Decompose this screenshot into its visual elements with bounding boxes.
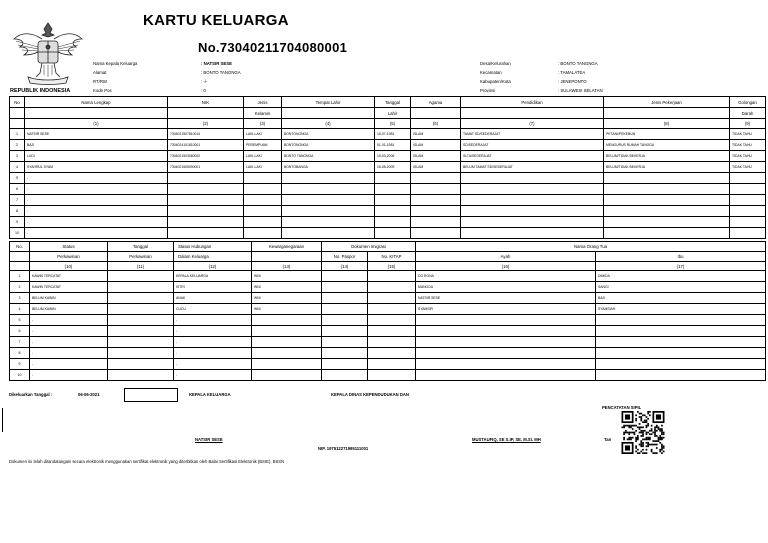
cell-tempat (282, 173, 375, 184)
cell-nik (168, 217, 244, 228)
cell-hub: - (174, 348, 252, 359)
field-label: Provinsi (480, 88, 496, 93)
cell-tgl: 15-05-2009 (375, 162, 411, 173)
cell-kitap (368, 315, 416, 326)
cell-ayah (416, 326, 596, 337)
column-number: (1) (25, 119, 168, 129)
table-row (10, 315, 766, 326)
cell-pekerjaan: BELUM/TIDAK BEKERJA (604, 162, 730, 173)
header-status: Status (30, 242, 108, 252)
cell-gol (730, 228, 766, 239)
cell-wn: WNI (252, 271, 322, 282)
header-no: No (10, 97, 25, 108)
cell-jk (244, 195, 282, 206)
cell-pendidikan: SD/SEDERAJAT (461, 140, 604, 151)
header-no: No. (10, 242, 30, 252)
cell-ayah (416, 359, 596, 370)
cell-pendidikan (461, 206, 604, 217)
header-dokumen: Dokumen Imigrasi (322, 242, 416, 252)
field-label: Nama Kepala Keluarga (93, 61, 138, 66)
cell-wn (252, 326, 322, 337)
table-row (10, 151, 766, 162)
cell-status: KAWIN TERCATAT (30, 282, 108, 293)
field-value: : TAMALATEA (558, 70, 586, 75)
cell-no: 7 (10, 337, 30, 348)
cell-hub: ANAK (174, 293, 252, 304)
cell-hub: ISTRI (174, 282, 252, 293)
header-pendidikan: Pendidikan (461, 97, 604, 108)
field-label: Kabupaten/Kota (480, 79, 511, 84)
cell-gol: TIDAK TAHU (730, 162, 766, 173)
cell-agama: ISLAM (411, 129, 461, 140)
cell-tempat: BONTOBANGA (282, 162, 375, 173)
cell-ibu (596, 370, 766, 381)
cell-tgl: 15-03-2006 (375, 151, 411, 162)
table-row (10, 195, 766, 206)
cell-ayah: NATSIR SESE (416, 293, 596, 304)
issued-date: 06-06-2021 (78, 392, 100, 397)
cell-nama: NATSIR SESE (25, 129, 168, 140)
cell-agama (411, 217, 461, 228)
field-label: Desa/Kelurahan (480, 61, 511, 66)
cell-kitap (368, 337, 416, 348)
cell-paspor (322, 370, 368, 381)
cell-tempat (282, 228, 375, 239)
divider (2, 408, 3, 432)
column-number: (10) (30, 262, 108, 271)
cell-tgl (375, 195, 411, 206)
column-number: (4) (282, 119, 375, 129)
cell-agama (411, 195, 461, 206)
tanda-label: Tan (604, 437, 612, 442)
cell-pendidikan (461, 195, 604, 206)
cell-jk: LAKI-LAKI (244, 129, 282, 140)
field-value: : SULAWESI SELATAN (558, 88, 603, 93)
cell-agama: ISLAM (411, 162, 461, 173)
cell-ibu (596, 326, 766, 337)
cell-pekerjaan (604, 184, 730, 195)
cell-nik: 7304024101810001 (168, 140, 244, 151)
cell-no: 1 (10, 271, 30, 282)
cell-wn: WNI (252, 282, 322, 293)
cell-wn (252, 337, 322, 348)
column-number: (13) (252, 262, 322, 271)
cell-hub: - (174, 326, 252, 337)
header-agama: Agama (411, 97, 461, 108)
cell-ibu: BAJI (596, 293, 766, 304)
cell-no: 7 (10, 195, 25, 206)
cell-paspor (322, 326, 368, 337)
table-row (10, 337, 766, 348)
header-nik: NIK (168, 97, 244, 108)
cell-agama (411, 206, 461, 217)
cell-gol (730, 184, 766, 195)
cell-kitap (368, 282, 416, 293)
cell-wn: WNI (252, 293, 322, 304)
cell-tempat: BONTONGNGA (282, 140, 375, 151)
cell-ayah (416, 370, 596, 381)
cell-agama: ISLAM (411, 151, 461, 162)
column-number: (8) (604, 119, 730, 129)
table-row (10, 162, 766, 173)
document-title: KARTU KELUARGA (143, 12, 289, 29)
cell-wn (252, 315, 322, 326)
cell-tgl (108, 337, 174, 348)
disclaimer: Dokumen ini telah ditandatangani secara elektronik menggunakan sertifikat elektronik yang diterbitkan oleh Balai Sertifikasi Elektronik (BSrE), BSSN (9, 459, 285, 464)
cell-nama: - (25, 184, 168, 195)
cell-pendidikan (461, 173, 604, 184)
table-row (10, 129, 766, 140)
cell-pendidikan (461, 184, 604, 195)
cell-paspor (322, 337, 368, 348)
cell-nik (168, 173, 244, 184)
cell-jk: LAKI-LAKI (244, 162, 282, 173)
cell-paspor (322, 293, 368, 304)
table-row (10, 282, 766, 293)
cell-tgl (375, 206, 411, 217)
header-ibu: Ibu (596, 252, 766, 262)
cell-jk: PEREMPUAN (244, 140, 282, 151)
cell-status: - (30, 315, 108, 326)
cell-nik (168, 195, 244, 206)
cell-gol (730, 206, 766, 217)
cell-status: - (30, 348, 108, 359)
cell-ibu (596, 337, 766, 348)
field-value: : BONTO TANGNGA (201, 70, 241, 75)
cell-ibu (596, 359, 766, 370)
cell-pekerjaan: PETANI/PEKEBUN (604, 129, 730, 140)
cell-ibu: DIMIDA (596, 271, 766, 282)
cell-tempat (282, 184, 375, 195)
cell-no: 8 (10, 348, 30, 359)
table-row (10, 184, 766, 195)
cell-tempat (282, 217, 375, 228)
pencatatan-label: PENCATATAN SIPIL (602, 405, 642, 410)
country-label: REPUBLIK INDONESIA (10, 88, 71, 94)
cell-hub: - (174, 315, 252, 326)
field-label: Alamat (93, 70, 107, 75)
field-label: RT/RW (93, 79, 107, 84)
cell-tgl (375, 173, 411, 184)
cell-nama: - (25, 206, 168, 217)
cell-nama: - (25, 195, 168, 206)
cell-paspor (322, 359, 368, 370)
cell-no: 4 (10, 162, 25, 173)
cell-pekerjaan (604, 206, 730, 217)
kepala-dinas-label: KEPALA DINAS KEPENDUDUKAN DAN (331, 392, 409, 397)
cell-nama: BAJI (25, 140, 168, 151)
header-jk-2: Kelamin (244, 108, 282, 119)
cell-nama: - (25, 217, 168, 228)
cell-gol (730, 217, 766, 228)
cell-tgl (108, 293, 174, 304)
cell-pekerjaan (604, 228, 730, 239)
cell-paspor (322, 282, 368, 293)
cell-status: - (30, 359, 108, 370)
cell-pekerjaan: MENGURUS RUMAH TANGGA (604, 140, 730, 151)
header-gol: Golongan (730, 97, 766, 108)
table-row (10, 217, 766, 228)
field-value: : NATSIR SESE (201, 61, 232, 66)
column-number: (9) (730, 119, 766, 129)
table-row (10, 359, 766, 370)
cell-ibu: SYAMSIAH (596, 304, 766, 315)
cell-jk (244, 206, 282, 217)
cell-no: 4 (10, 304, 30, 315)
column-number (10, 119, 25, 129)
cell-nama: SYAHRUL SYAM (25, 162, 168, 173)
cell-no: 9 (10, 359, 30, 370)
cell-pekerjaan (604, 173, 730, 184)
cell-pekerjaan (604, 195, 730, 206)
header-tempat: Tempat Lahir (282, 97, 375, 108)
header-hubungan: Status Hubungan (174, 242, 252, 252)
cell-kitap (368, 359, 416, 370)
cell-no: 2 (10, 282, 30, 293)
column-number: (11) (108, 262, 174, 271)
cell-no: 6 (10, 184, 25, 195)
cell-nik: 7304021503060002 (168, 151, 244, 162)
kepala-keluarga-name: NATSIR SESE (195, 437, 223, 442)
cell-tempat: BONTONGNGA (282, 129, 375, 140)
cell-status: BELUM KAWIN (30, 304, 108, 315)
cell-hub: CUCU (174, 304, 252, 315)
cell-tgl (108, 326, 174, 337)
column-number: (14) (322, 262, 368, 271)
cell-nik: 7304021507810014 (168, 129, 244, 140)
table-row (10, 348, 766, 359)
cell-hub: - (174, 359, 252, 370)
cell-agama (411, 228, 461, 239)
cell-pekerjaan (604, 217, 730, 228)
cell-tgl (108, 282, 174, 293)
cell-tgl (108, 348, 174, 359)
cell-kitap (368, 348, 416, 359)
cell-ayah: MANGGA (416, 282, 596, 293)
cell-status: - (30, 326, 108, 337)
qr-code-icon (614, 411, 672, 454)
header-hubungan-2: Dalam Keluarga (174, 252, 252, 262)
cell-kitap (368, 304, 416, 315)
cell-no: 3 (10, 151, 25, 162)
cell-ibu (596, 315, 766, 326)
field-value: : 0 (201, 88, 206, 93)
field-value: : JENEPONTO (558, 79, 587, 84)
table-row (10, 173, 766, 184)
cell-tgl (108, 315, 174, 326)
table-row (10, 228, 766, 239)
cell-jk (244, 173, 282, 184)
cell-status: - (30, 370, 108, 381)
cell-gol (730, 195, 766, 206)
cell-agama (411, 173, 461, 184)
table-row (10, 206, 766, 217)
field-label: Kecamatan (480, 70, 502, 75)
cell-pendidikan (461, 228, 604, 239)
cell-tgl (375, 184, 411, 195)
cell-jk (244, 217, 282, 228)
header-ayah: Ayah (416, 252, 596, 262)
cell-paspor (322, 304, 368, 315)
header-gol-2: Darah (730, 108, 766, 119)
cell-tempat (282, 195, 375, 206)
cell-kitap (368, 370, 416, 381)
table-row (10, 140, 766, 151)
column-number: (15) (368, 262, 416, 271)
cell-agama (411, 184, 461, 195)
field-value: : -/- (201, 79, 208, 84)
cell-no: 10 (10, 370, 30, 381)
cell-gol: TIDAK TAHU (730, 140, 766, 151)
cell-no: 2 (10, 140, 25, 151)
cell-no: 6 (10, 326, 30, 337)
cell-nik: 7304021505090001 (168, 162, 244, 173)
table-row (10, 370, 766, 381)
column-number-row (10, 262, 766, 271)
cell-tempat: BONTO TANGNGA (282, 151, 375, 162)
cell-tgl (108, 271, 174, 282)
cell-wn (252, 370, 322, 381)
cell-no: 3 (10, 293, 30, 304)
cell-no: 1 (10, 129, 25, 140)
cell-paspor (322, 271, 368, 282)
cell-ayah: DG RONA (416, 271, 596, 282)
cell-status: - (30, 337, 108, 348)
cell-gol: TIDAK TAHU (730, 151, 766, 162)
garuda-emblem-icon (12, 17, 84, 87)
cell-paspor (322, 315, 368, 326)
column-number: (3) (244, 119, 282, 129)
column-number: (6) (411, 119, 461, 129)
cell-no: 5 (10, 315, 30, 326)
column-number (10, 262, 30, 271)
cell-ibu: SANGI (596, 282, 766, 293)
cell-ayah: SYAMSIR (416, 304, 596, 315)
issued-label: Dikeluarkan Tanggal : (9, 392, 53, 397)
cell-ayah (416, 337, 596, 348)
cell-hub: - (174, 370, 252, 381)
table-row (10, 304, 766, 315)
column-number-row (10, 119, 766, 129)
cell-nama: - (25, 228, 168, 239)
header-jk: Jenis (244, 97, 282, 108)
header-kewarganegaraan: Kewarganegaraan (252, 242, 322, 252)
cell-status: BELUM KAWIN (30, 293, 108, 304)
cell-tgl (375, 228, 411, 239)
cell-ayah (416, 315, 596, 326)
cell-ayah (416, 348, 596, 359)
header-tgl-perkawinan: Tanggal (108, 242, 174, 252)
cell-hub: - (174, 337, 252, 348)
document-number: No.7304021170408000​1 (198, 40, 348, 55)
table-row (10, 271, 766, 282)
family-status-table (9, 241, 766, 381)
cell-wn: WNI (252, 304, 322, 315)
cell-tgl (108, 370, 174, 381)
header-kitap: No. KITAP (368, 252, 416, 262)
cell-jk: LAKI-LAKI (244, 151, 282, 162)
field-value: : BONTO TANGNGA (558, 61, 598, 66)
nip-label: NIP. 197512271995111001 (318, 446, 369, 451)
cell-no: 10 (10, 228, 25, 239)
cell-nik (168, 206, 244, 217)
table-row (10, 293, 766, 304)
cell-nik (168, 228, 244, 239)
cell-tgl (108, 359, 174, 370)
cell-tempat (282, 206, 375, 217)
column-number: (7) (461, 119, 604, 129)
cell-pendidikan: TAMAT SD/SEDERAJAT (461, 129, 604, 140)
header-tgl-2: Lahir (375, 108, 411, 119)
cell-tgl (375, 217, 411, 228)
header-pekerjaan: Jenis Pekerjaan (604, 97, 730, 108)
table-row (10, 326, 766, 337)
cell-ibu (596, 348, 766, 359)
cell-no: 8 (10, 206, 25, 217)
kepala-dinas-name: MUSTAUFIQ, SE S.IP, SE. M.SI. MH (472, 437, 541, 442)
cell-tgl: 01-01-1981 (375, 140, 411, 151)
column-number: (16) (416, 262, 596, 271)
cell-kitap (368, 326, 416, 337)
column-number: (12) (174, 262, 252, 271)
column-number: (5) (375, 119, 411, 129)
header-tgl: Tanggal (375, 97, 411, 108)
cell-nama: LUDI (25, 151, 168, 162)
family-members-table (9, 96, 766, 239)
cell-hub: KEPALA KELUARGA (174, 271, 252, 282)
cell-kitap (368, 293, 416, 304)
cell-nama: - (25, 173, 168, 184)
header-tgl-perkawinan-2: Perkawinan (108, 252, 174, 262)
cell-jk (244, 184, 282, 195)
cell-nik (168, 184, 244, 195)
header-paspor: No. Paspor (322, 252, 368, 262)
cell-wn (252, 348, 322, 359)
cell-pekerjaan: BELUM/TIDAK BEKERJA (604, 151, 730, 162)
cell-agama: ISLAM (411, 140, 461, 151)
cell-pendidikan (461, 217, 604, 228)
header-ortu: Nama Orang Tua (416, 242, 766, 252)
header-status-2: Perkawinan (30, 252, 108, 262)
header-nama: Nama Lengkap (25, 97, 168, 108)
field-label: Kode Pos (93, 88, 112, 93)
issued-stamp-box (124, 388, 178, 402)
cell-pendidikan: BELUM TAMAT SD/SEDERAJAT (461, 162, 604, 173)
cell-wn (252, 359, 322, 370)
cell-tgl: 15-07-1981 (375, 129, 411, 140)
cell-no: 9 (10, 217, 25, 228)
kepala-keluarga-label: KEPALA KELUARGA (189, 392, 231, 397)
cell-kitap (368, 271, 416, 282)
cell-paspor (322, 348, 368, 359)
cell-gol (730, 173, 766, 184)
cell-no: 5 (10, 173, 25, 184)
cell-pendidikan: SLTA/SEDERAJAT (461, 151, 604, 162)
column-number: (17) (596, 262, 766, 271)
cell-jk (244, 228, 282, 239)
cell-tgl (108, 304, 174, 315)
column-number: (2) (168, 119, 244, 129)
cell-gol: TIDAK TAHU (730, 129, 766, 140)
cell-status: KAWIN TERCATAT (30, 271, 108, 282)
